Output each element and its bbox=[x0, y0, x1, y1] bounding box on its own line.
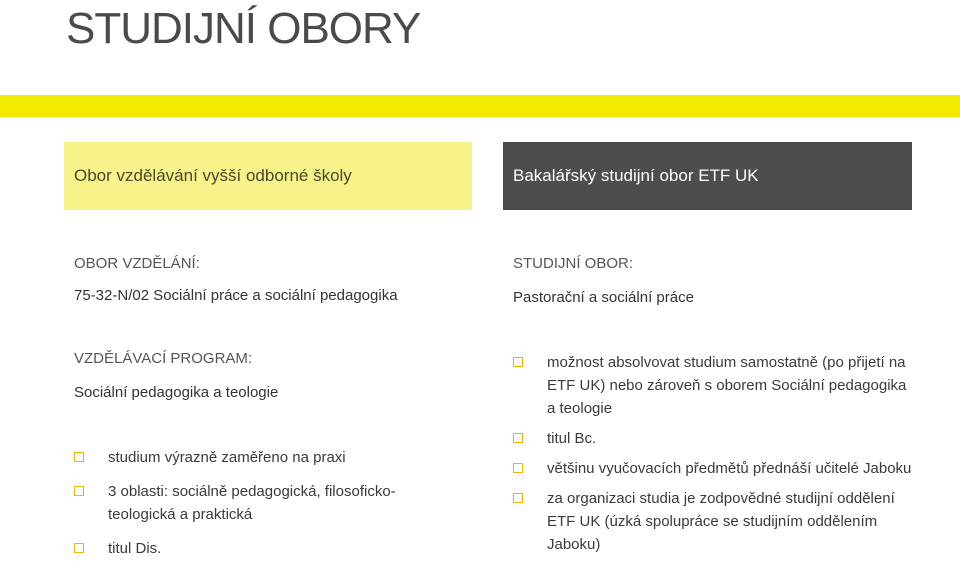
left-program-value: Sociální pedagogika a teologie bbox=[74, 384, 279, 401]
right-list bbox=[513, 351, 913, 556]
right-header-box bbox=[503, 142, 912, 210]
square-bullet-icon bbox=[74, 486, 84, 496]
square-bullet-icon bbox=[513, 357, 523, 367]
list-item: 3 oblasti: sociálně pedagogická, filosoficko-teologická a praktická bbox=[74, 480, 454, 526]
square-bullet-icon bbox=[513, 463, 523, 473]
square-bullet-icon bbox=[513, 433, 523, 443]
list-item: možnost absolvovat studium samostatně (po přijetí na ETF UK) nebo zároveň s oborem Sociální pedagogika a teologie bbox=[513, 351, 913, 420]
left-header: Obor vzdělávání vyšší odborné školy bbox=[74, 166, 352, 185]
left-list bbox=[74, 446, 454, 560]
left-field-label: OBOR VZDĚLÁNÍ: bbox=[74, 255, 200, 272]
list-item: titul Dis. bbox=[74, 537, 454, 560]
list-item: studium výrazně zaměřeno na praxi bbox=[74, 446, 454, 469]
right-header: Bakalářský studijní obor ETF UK bbox=[513, 166, 759, 185]
square-bullet-icon bbox=[513, 493, 523, 503]
left-header-box bbox=[64, 142, 472, 210]
right-field-label: STUDIJNÍ OBOR: bbox=[513, 255, 634, 272]
list-item: většinu vyučovacích předmětů přednáší učitelé Jaboku bbox=[513, 457, 913, 480]
page-title: STUDIJNÍ OBORY bbox=[66, 4, 421, 53]
square-bullet-icon bbox=[74, 452, 84, 462]
right-field-value: Pastorační a sociální práce bbox=[513, 289, 694, 306]
yellow-band bbox=[0, 95, 960, 117]
list-item: titul Bc. bbox=[513, 427, 913, 450]
left-field-value: 75-32-N/02 Sociální práce a sociální pedagogika bbox=[74, 287, 398, 304]
list-item: za organizaci studia je zodpovědné studijní oddělení ETF UK (úzká spolupráce se studijním oddělením Jaboku) bbox=[513, 487, 913, 556]
square-bullet-icon bbox=[74, 543, 84, 553]
left-program-label: VZDĚLÁVACÍ PROGRAM: bbox=[74, 350, 253, 367]
